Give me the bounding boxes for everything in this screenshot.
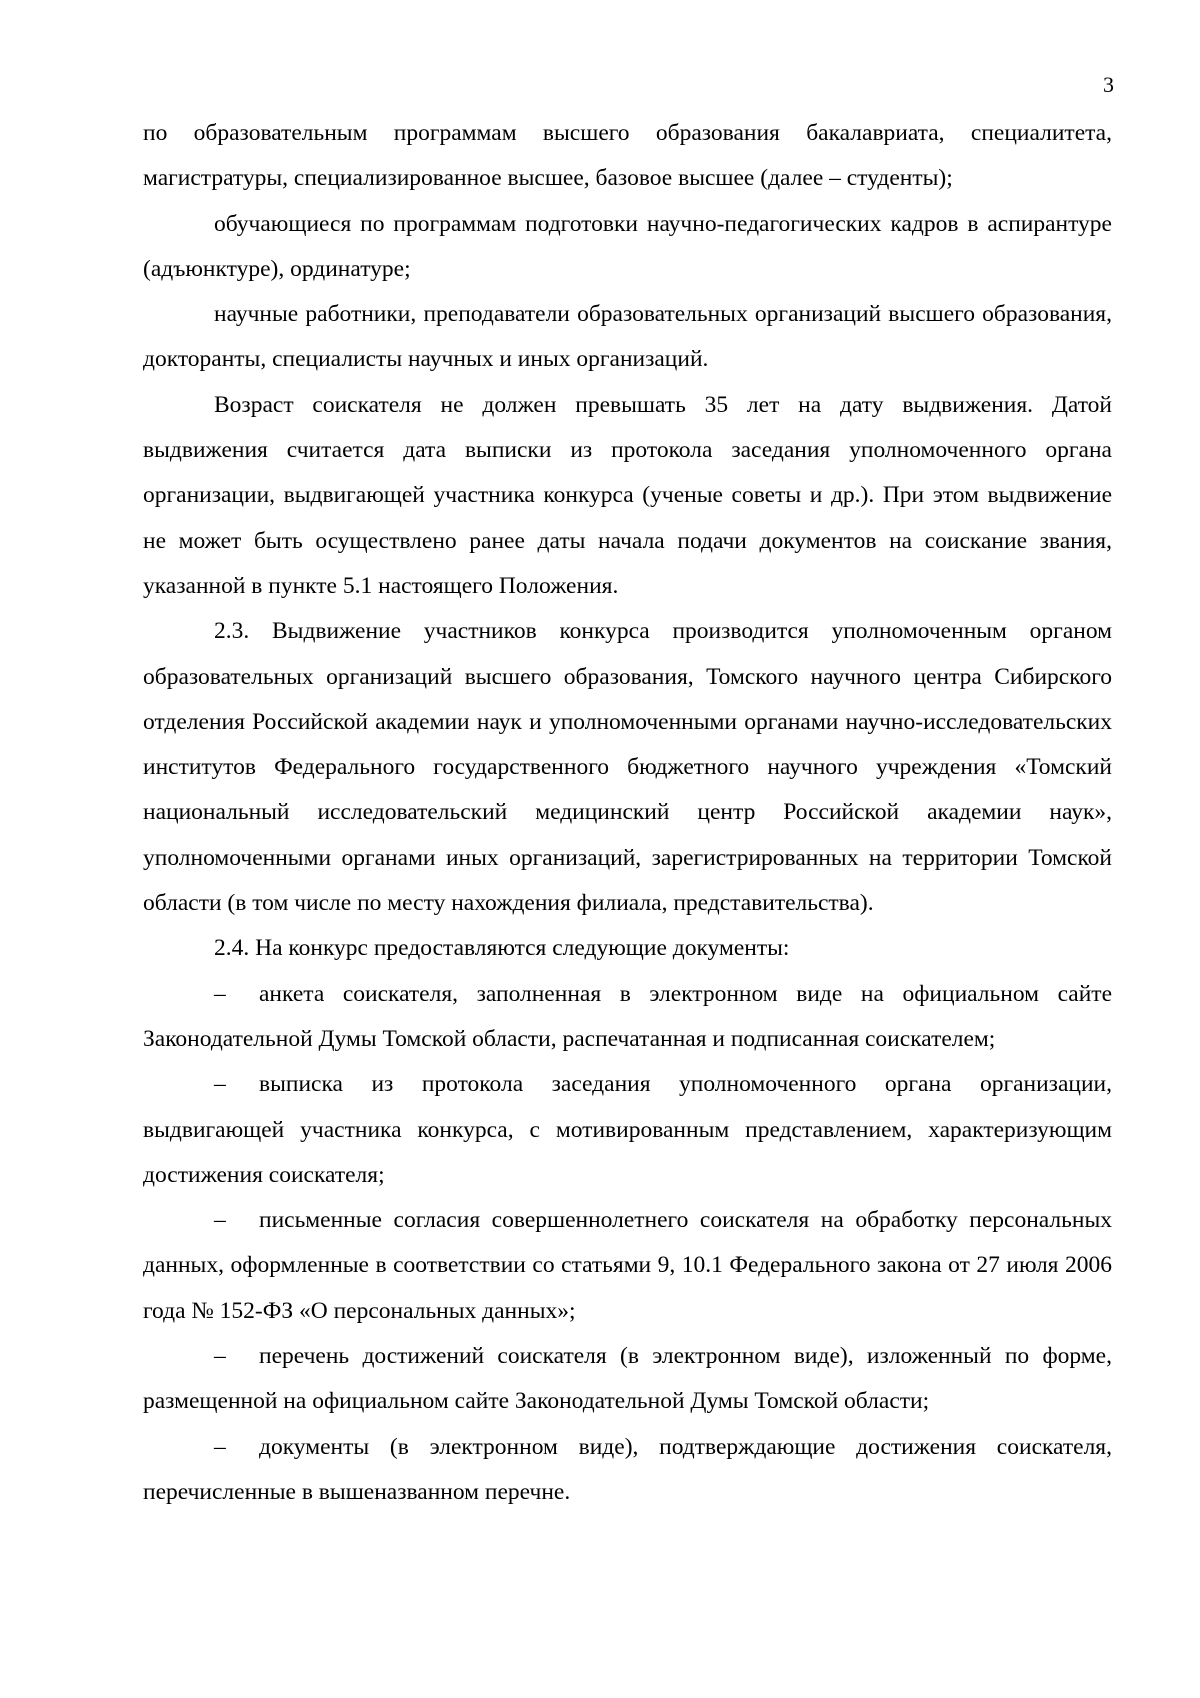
list-item bbox=[143, 1062, 1112, 1198]
list-item bbox=[143, 1425, 1112, 1516]
paragraph-researchers: научные работники, преподаватели образовательных организаций высшего образования, докторанты, специалисты научных и иных организаций. bbox=[143, 301, 1112, 373]
list-item-text: анкета соискателя, заполненная в электронном виде на официальном сайте Законодательной Думы Томской области, распечатанная и подписанная соискателем; bbox=[143, 980, 1112, 1052]
dash-marker: – bbox=[214, 1433, 226, 1460]
list-item-text: перечень достижений соискателя (в электронном виде), изложенный по форме, размещенной на официальном сайте Законодательной Думы Томской области; bbox=[143, 1343, 1112, 1415]
dash-marker: – bbox=[214, 1343, 226, 1370]
list-item bbox=[143, 972, 1112, 1063]
paragraph-section-2-3: 2.3. Выдвижение участников конкурса производится уполномоченным органом образовательных организаций высшего образования, Томского научного центра Сибирского отделения Российской академии наук и уполномоченными органами научно-исследовательских институтов Федерального государственного бюджетного научного учреждения «Томский национальный исследовательский медицинский центр Российской академии наук», уполномоченными органами иных организаций, зарегистрированных на территории Томской области (в том числе по месту нахождения филиала, представительства). bbox=[143, 618, 1112, 917]
list-item-text: выписка из протокола заседания уполномоченного органа организации, выдвигающей участника конкурса, с мотивированным представлением, характеризующим достижения соискателя; bbox=[143, 1071, 1112, 1188]
dash-marker: – bbox=[214, 1071, 226, 1098]
paragraph-section-2-4: 2.4. На конкурс предоставляются следующие документы: bbox=[214, 935, 790, 962]
dash-marker: – bbox=[214, 980, 226, 1007]
page-number: 3 bbox=[1103, 72, 1114, 97]
paragraph-students: по образовательным программам высшего образования бакалавриата, специалитета, магистратуры, специализированное высшее, базовое высшее (далее – студенты); bbox=[143, 120, 1112, 192]
paragraph-age-limit: Возраст соискателя не должен превышать 35 лет на дату выдвижения. Датой выдвижения считается дата выписки из протокола заседания уполномоченного органа организации, выдвигающей участника конкурса (ученые советы и др.). При этом выдвижение не может быть осуществлено ранее даты начала подачи документов на соискание звания, указанной в пункте 5.1 настоящего Положения. bbox=[143, 391, 1112, 599]
document-body bbox=[143, 111, 1112, 1515]
list-item-text: письменные согласия совершеннолетнего соискателя на обработку персональных данных, оформленные в соответствии со статьями 9, 10.1 Федерального закона от 27 июля 2006 года № 152-ФЗ «О персональных данных»; bbox=[143, 1207, 1112, 1324]
list-item bbox=[143, 1198, 1112, 1334]
list-item bbox=[143, 1334, 1112, 1425]
paragraph-postgraduates: обучающиеся по программам подготовки научно-педагогических кадров в аспирантуре (адъюнктуре), ординатуре; bbox=[143, 210, 1112, 282]
list-item-text: документы (в электронном виде), подтверждающие достижения соискателя, перечисленные в вышеназванном перечне. bbox=[143, 1433, 1112, 1505]
dash-marker: – bbox=[214, 1207, 226, 1234]
